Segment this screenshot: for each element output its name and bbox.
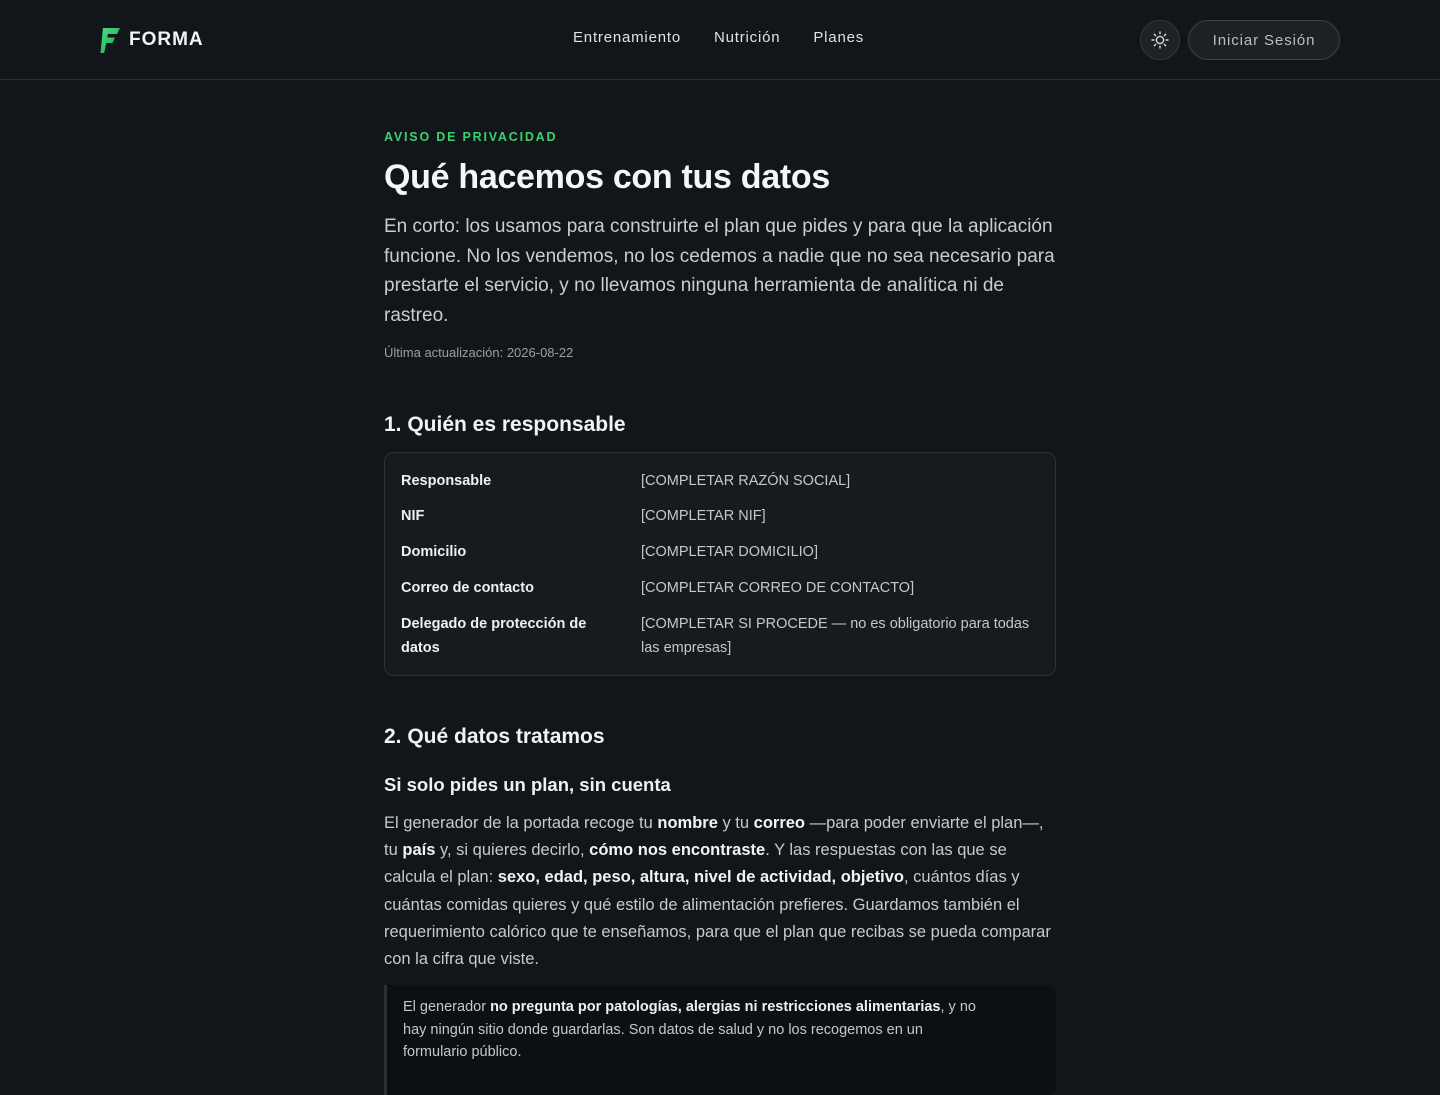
row-key: Domicilio [401, 544, 467, 560]
theme-toggle-button[interactable] [1140, 20, 1180, 60]
text-run: El generador de la portada recoge tu [384, 814, 658, 832]
row-key: NIF [401, 508, 425, 524]
row-key: Delegado de protección de datos [401, 616, 587, 656]
brand-logo[interactable] [100, 26, 204, 54]
responsible-table [384, 452, 1056, 676]
row-key: Responsable [401, 473, 492, 489]
text-run: , cuántos días y cuántas comidas quieres y qué estilo de alimentación prefieres. Guardamos también el requerimiento calórico que te enseñamos, para que el plan que recibas se pueda comparar con la cifra que viste. [384, 868, 1051, 969]
subsection-heading: Si solo pides un plan, sin cuenta [384, 774, 671, 795]
row-value: [COMPLETAR CORREO DE CONTACTO] [641, 580, 915, 596]
callout-text [403, 996, 983, 1064]
brand-name: FORMA [129, 29, 204, 50]
emphasis: nombre [657, 814, 718, 832]
row-value: [COMPLETAR NIF] [641, 508, 766, 524]
emphasis: país [402, 841, 436, 860]
main-nav [573, 29, 864, 46]
emphasis: no pregunta por patologías, alergias ni restricciones alimentarias [490, 999, 941, 1015]
row-value: [COMPLETAR RAZÓN SOCIAL] [641, 473, 851, 489]
row-value: [COMPLETAR DOMICILIO] [641, 544, 818, 560]
row-value: [COMPLETAR SI PROCEDE — no es obligatorio para todas las empresas] [641, 616, 1030, 656]
emphasis: correo [753, 814, 805, 832]
section-heading-responsable: 1. Quién es responsable [384, 413, 626, 436]
section-paragraph [384, 810, 1056, 973]
page-lead: En corto: los usamos para construirte el plan que pides y para que la aplicación funcione. No los vendemos, no los cedemos a nadie que no sea necesario para prestarte el servicio, y no llevamos ninguna herramienta de analítica ni de rastreo. [384, 216, 1055, 327]
text-run: y, si quieres decirlo, [435, 841, 590, 860]
login-button[interactable]: Iniciar Sesión [1188, 20, 1340, 60]
nav-link-entrenamiento[interactable]: Entrenamiento [573, 29, 681, 46]
text-run: El generador [403, 999, 491, 1015]
emphasis: cómo nos encontraste [589, 841, 766, 860]
text-run: —para poder enviarte el plan—, tu [384, 814, 1044, 860]
section-heading-datos: 2. Qué datos tratamos [384, 725, 605, 748]
text-run: . Y las respuestas con las que se calcula el plan: [384, 841, 1007, 887]
row-key: Correo de contacto [401, 580, 534, 596]
nav-link-planes[interactable]: Planes [813, 29, 865, 46]
nav-link-nutricion[interactable]: Nutrición [713, 29, 781, 46]
forma-logo-icon [100, 27, 120, 54]
text-run: y tu [717, 814, 754, 832]
text-run: , y no hay ningún sitio donde guardarlas. Son datos de salud y no los recogemos en un formulario público. [403, 999, 976, 1060]
top-nav-bar [0, 0, 1440, 80]
last-updated: Última actualización: 2026-08-22 [384, 345, 574, 360]
page-eyebrow: AVISO DE PRIVACIDAD [384, 130, 558, 144]
emphasis: sexo, edad, peso, altura, nivel de actividad, objetivo [497, 868, 904, 887]
note-callout [384, 985, 1056, 1095]
sun-icon [1151, 31, 1169, 49]
page-title: Qué hacemos con tus datos [384, 158, 830, 196]
